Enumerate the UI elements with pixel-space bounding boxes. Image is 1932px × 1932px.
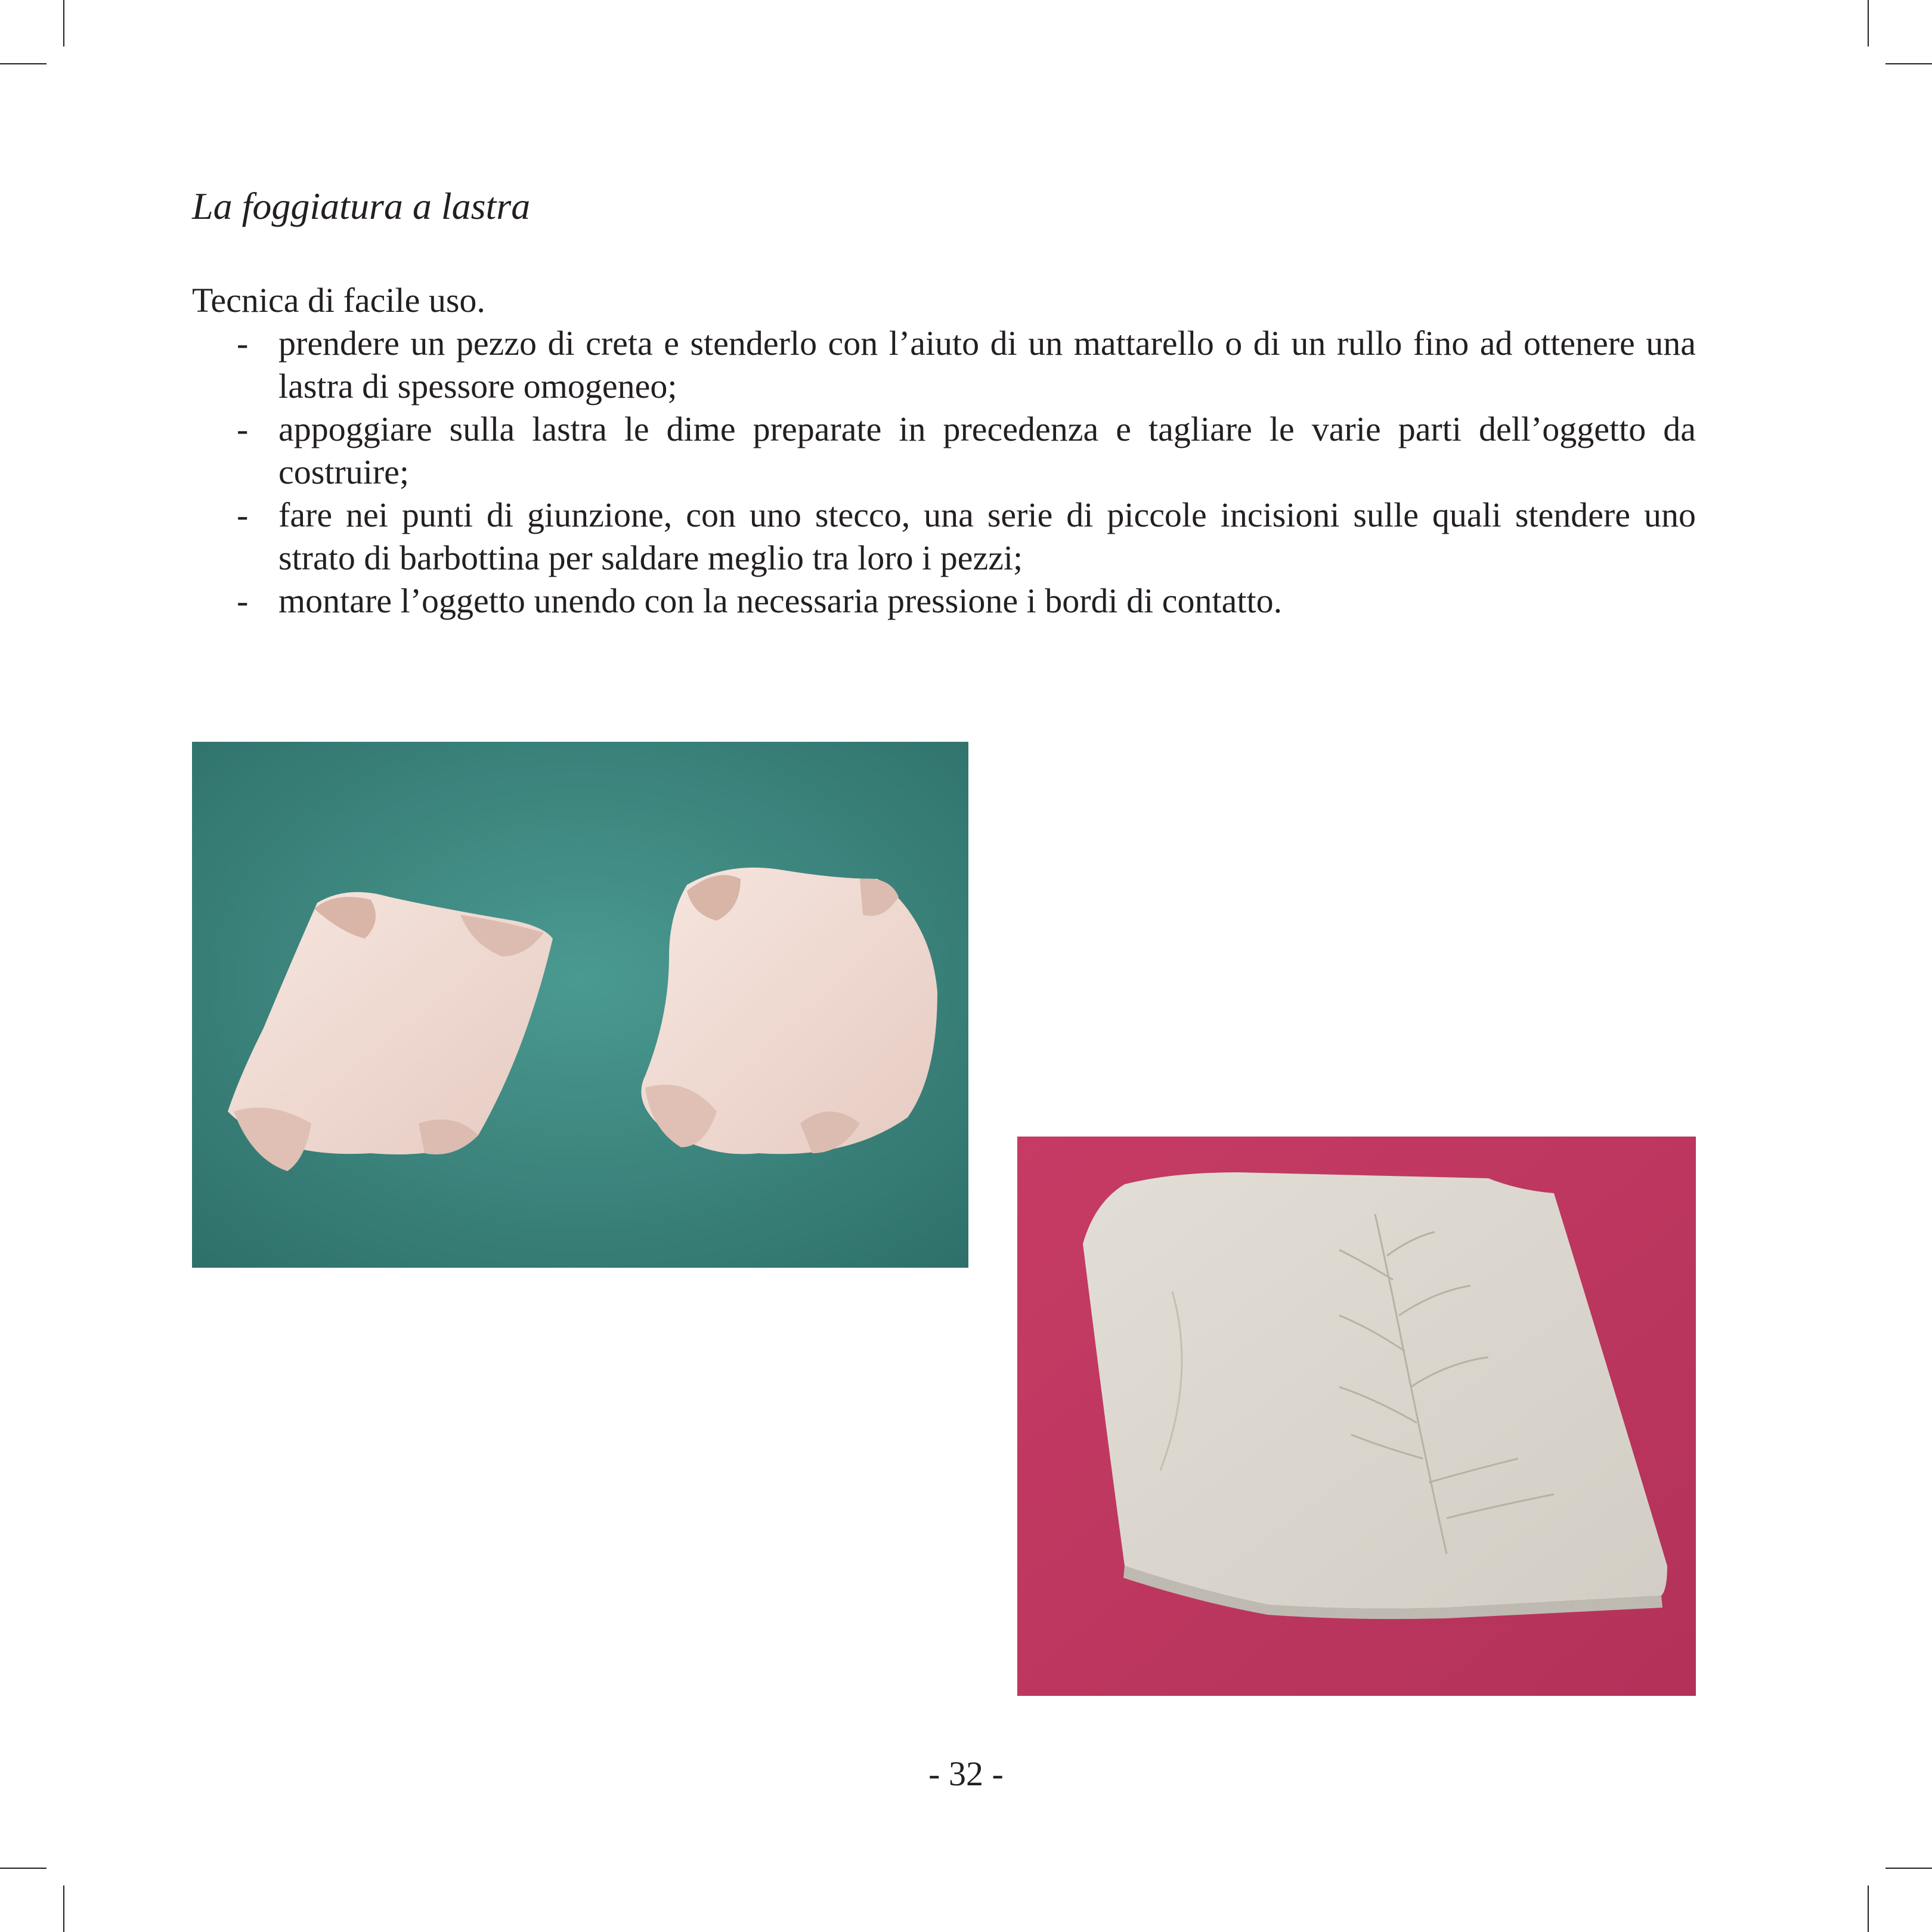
crop-mark (63, 1885, 64, 1932)
steps-list (192, 322, 1696, 623)
bullet-dash: - (237, 410, 249, 448)
crop-mark (0, 1868, 47, 1869)
bullet-dash: - (237, 581, 249, 620)
crop-mark (63, 0, 64, 47)
bullet-dash: - (237, 496, 249, 534)
list-item (192, 408, 1696, 494)
crop-mark (1868, 0, 1869, 47)
step-text: fare nei punti di giunzione, con uno stecco, una serie di piccole incisioni sulle quali stendere uno strato di barbottina per saldare meglio tra loro i pezzi; (278, 496, 1696, 577)
photo-clay-trays (192, 742, 968, 1268)
step-text: montare l’oggetto unendo con la necessaria pressione i bordi di contatto. (278, 581, 1283, 620)
intro-text: Tecnica di facile uso. (192, 281, 485, 320)
bullet-dash: - (237, 324, 249, 363)
list-item (192, 494, 1696, 580)
crop-mark (1885, 1868, 1932, 1869)
section-title: La foggiatura a lastra (192, 185, 531, 227)
list-item (192, 322, 1696, 408)
step-text: prendere un pezzo di creta e stenderlo con l’aiuto di un mattarello o di un rullo fino ad ottenere una lastra di spessore omogeneo; (278, 324, 1696, 405)
crop-mark (1868, 1885, 1869, 1932)
crop-mark (0, 63, 47, 64)
photo-leaf-tile (1017, 1137, 1696, 1696)
page-number: - 32 - (928, 1754, 1004, 1793)
crop-mark (1885, 63, 1932, 64)
list-item (192, 580, 1696, 623)
step-text: appoggiare sulla lastra le dime preparate in precedenza e tagliare le varie parti dell’oggetto da costruire; (278, 410, 1696, 491)
